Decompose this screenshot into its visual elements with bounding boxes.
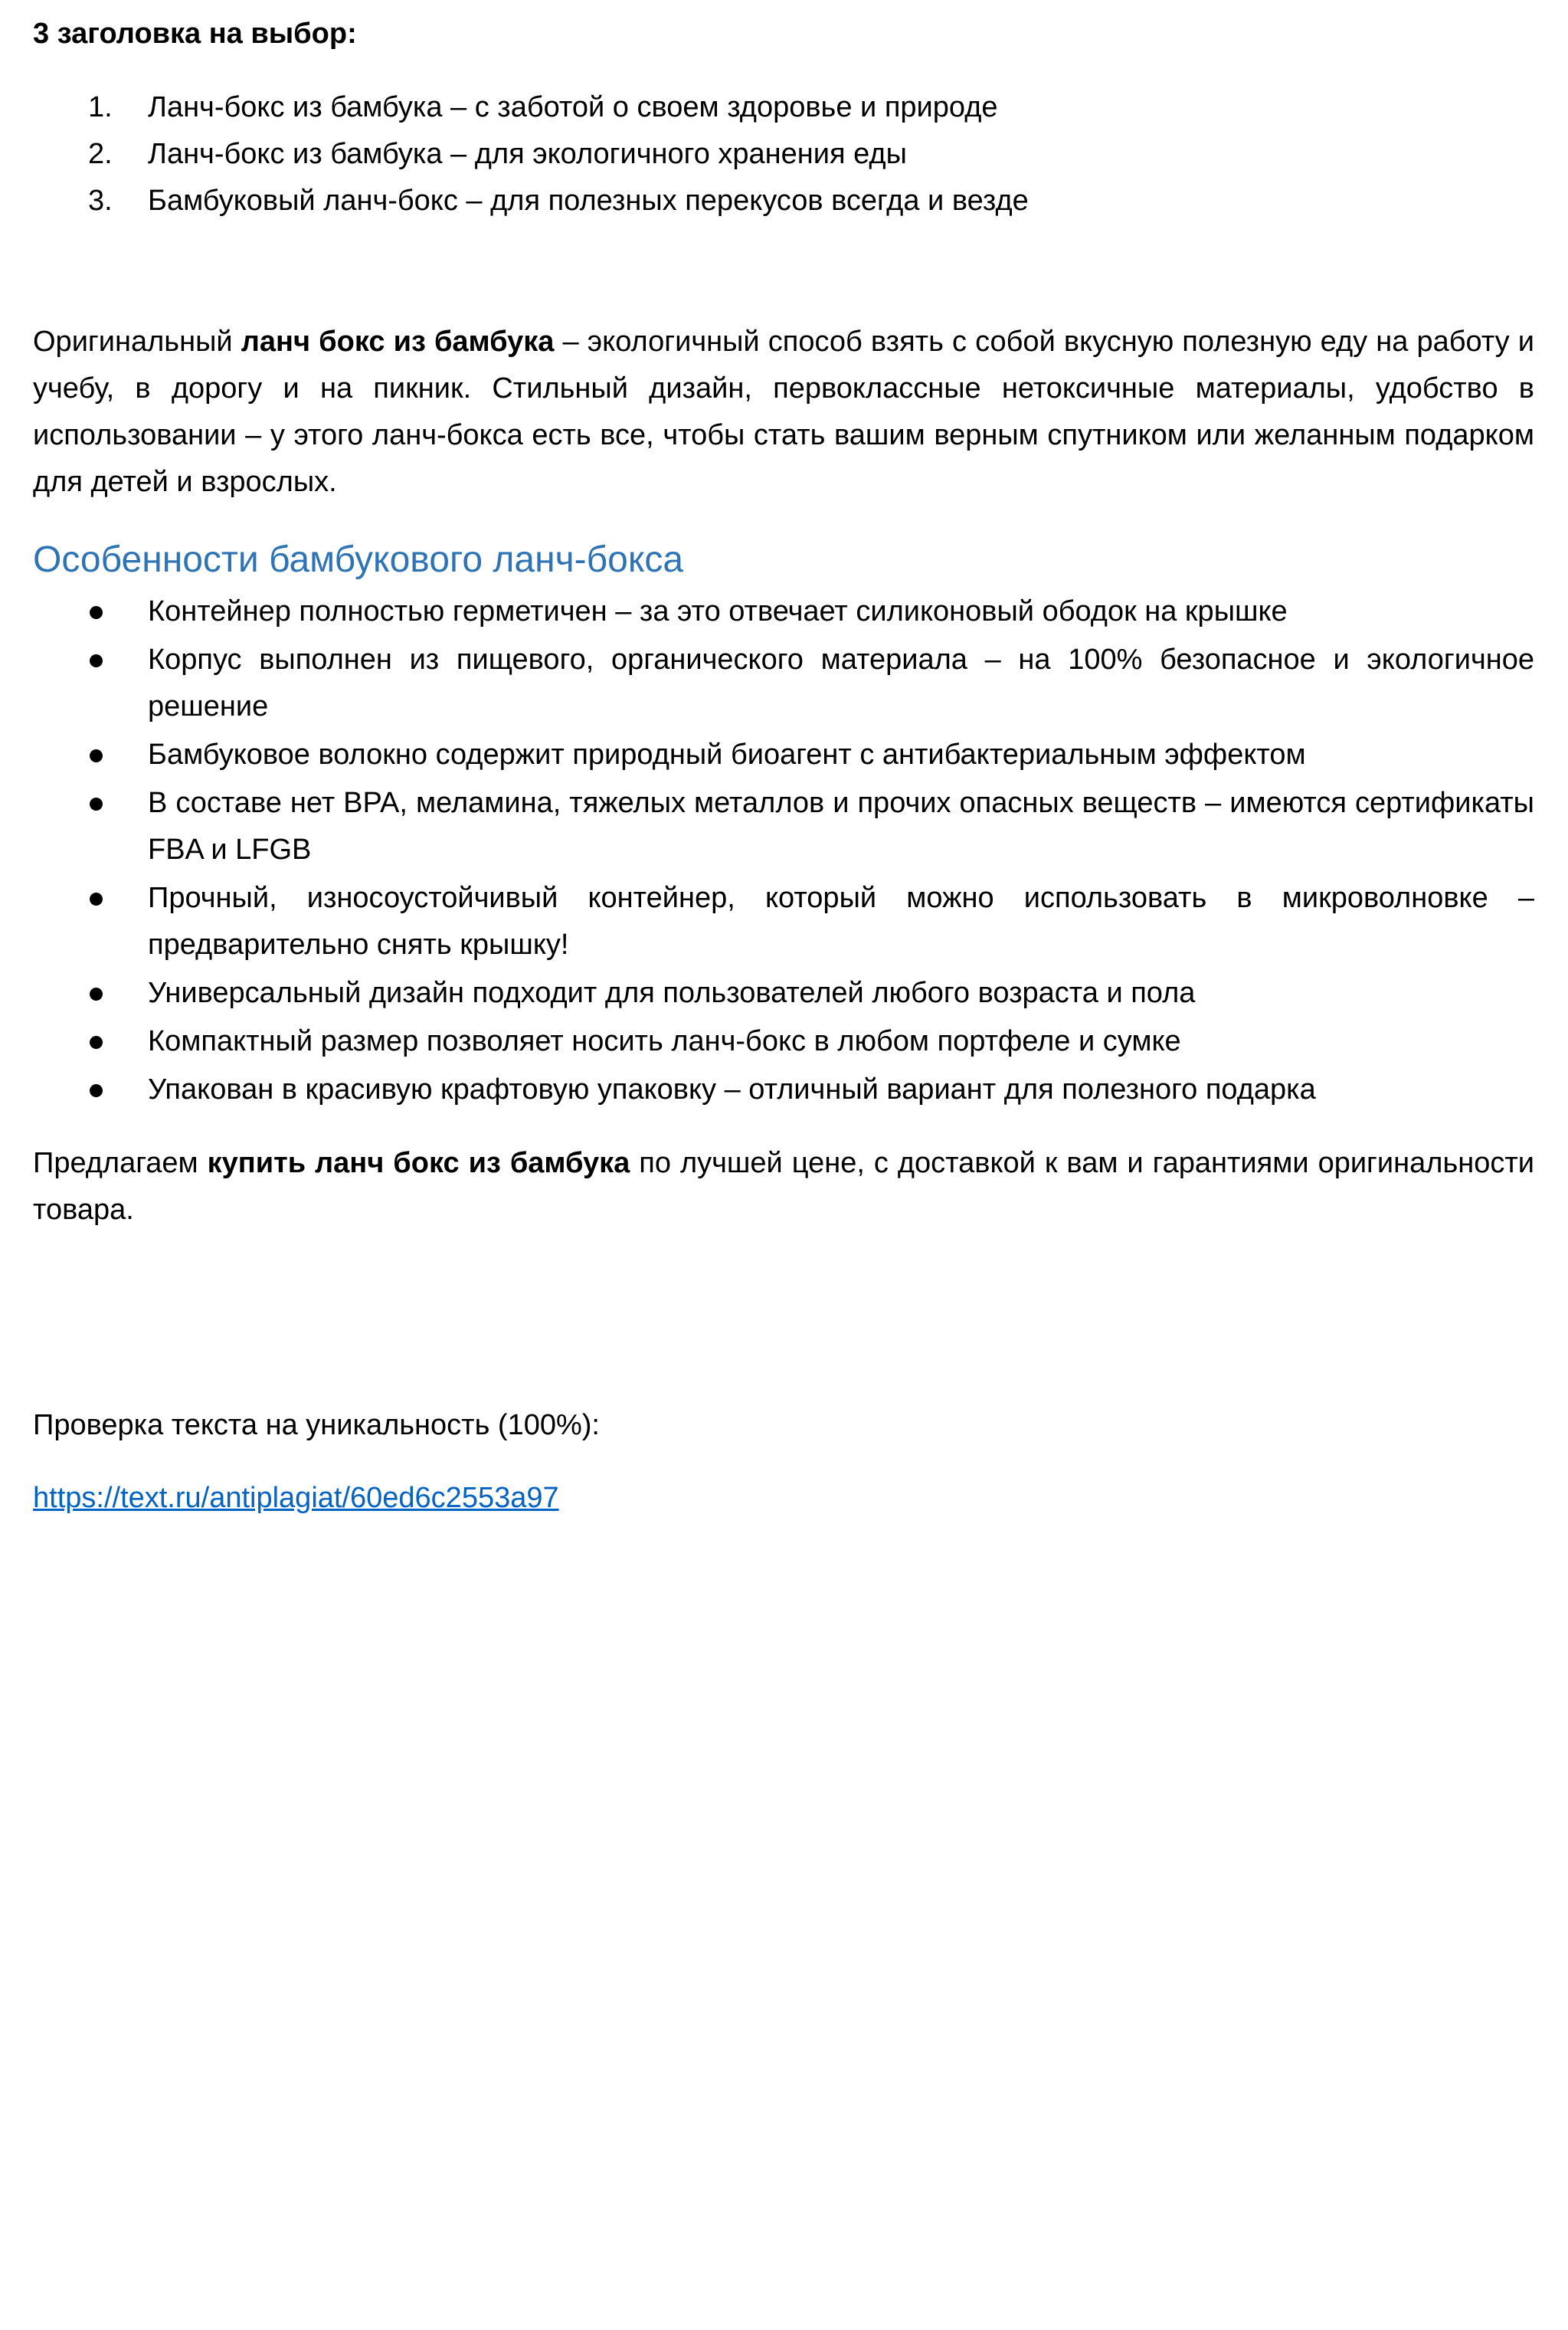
feature-item [33, 970, 1534, 1017]
features-heading: Особенности бамбукового ланч-бокса [33, 539, 684, 580]
uniqueness-link[interactable]: https://text.ru/antiplagiat/60ed6c2553a97 [33, 1482, 559, 1514]
feature-text: В составе нет BPA, меламина, тяжелых металлов и прочих опасных веществ – имеются сертификаты FBA и LFGB [148, 787, 1534, 866]
bullet-icon [90, 798, 103, 811]
title-option-text: Ланч-бокс из бамбука – для экологичного хранения еды [148, 138, 907, 170]
title-options-heading: 3 заголовка на выбор: [33, 18, 357, 50]
title-option [33, 131, 1029, 178]
bullet-icon [90, 1084, 103, 1097]
outro-paragraph [33, 1140, 1534, 1234]
bullet-icon [90, 606, 103, 619]
feature-item [33, 732, 1534, 778]
title-option-text: Ланч-бокс из бамбука – с заботой о своем здоровье и природе [148, 91, 998, 123]
feature-text: Компактный размер позволяет носить ланч-бокс в любом портфеле и сумке [148, 1025, 1181, 1057]
list-number: 1. [88, 91, 113, 123]
bullet-icon [90, 1036, 103, 1049]
intro-paragraph [33, 319, 1534, 506]
outro-text-start: Предлагаем [33, 1147, 208, 1179]
feature-text: Прочный, износоустойчивый контейнер, который можно использовать в микроволновке – предварительно снять крышку! [148, 882, 1534, 961]
uniqueness-label: Проверка текста на уникальность (100%): [33, 1409, 600, 1441]
feature-item [33, 1067, 1534, 1113]
bullet-icon [90, 749, 103, 762]
feature-item [33, 875, 1534, 968]
feature-text: Упакован в красивую крафтовую упаковку – отличный вариант для полезного подарка [148, 1073, 1316, 1106]
features-list [33, 588, 1534, 1115]
intro-text-end: – экологичный способ взять с собой вкусную полезную еду на работу и учебу, в дорогу и на пикник. Стильный дизайн, первоклассные нетоксичные материалы, удобство в использовании – у этого ланч-бокса есть все, чтобы стать вашим верным спутником или желанным подарком для детей и взрослых. [33, 326, 1534, 498]
feature-text: Универсальный дизайн подходит для пользователей любого возраста и пола [148, 977, 1196, 1009]
feature-item [33, 637, 1534, 730]
intro-keyword: ланч бокс из бамбука [241, 326, 555, 358]
list-number: 3. [88, 185, 113, 217]
intro-text-start: Оригинальный [33, 326, 241, 358]
title-option [33, 84, 1029, 131]
title-option-text: Бамбуковый ланч-бокс – для полезных перекусов всегда и везде [148, 185, 1029, 217]
bullet-icon [90, 654, 103, 667]
list-number: 2. [88, 138, 113, 170]
title-option [33, 178, 1029, 224]
feature-item [33, 780, 1534, 873]
feature-item [33, 1018, 1534, 1065]
bullet-icon [90, 988, 103, 1001]
outro-keyword: купить ланч бокс из бамбука [207, 1147, 630, 1179]
outro-text-end: по лучшей цене, с доставкой к вам и гарантиями оригинальности товара. [33, 1147, 1534, 1226]
feature-text: Корпус выполнен из пищевого, органического материала – на 100% безопасное и экологичное решение [148, 644, 1534, 723]
feature-text: Бамбуковое волокно содержит природный биоагент с антибактериальным эффектом [148, 739, 1306, 771]
feature-item [33, 588, 1534, 635]
title-options-list [33, 84, 1029, 224]
feature-text: Контейнер полностью герметичен – за это отвечает силиконовый ободок на крышке [148, 595, 1288, 628]
bullet-icon [90, 893, 103, 906]
